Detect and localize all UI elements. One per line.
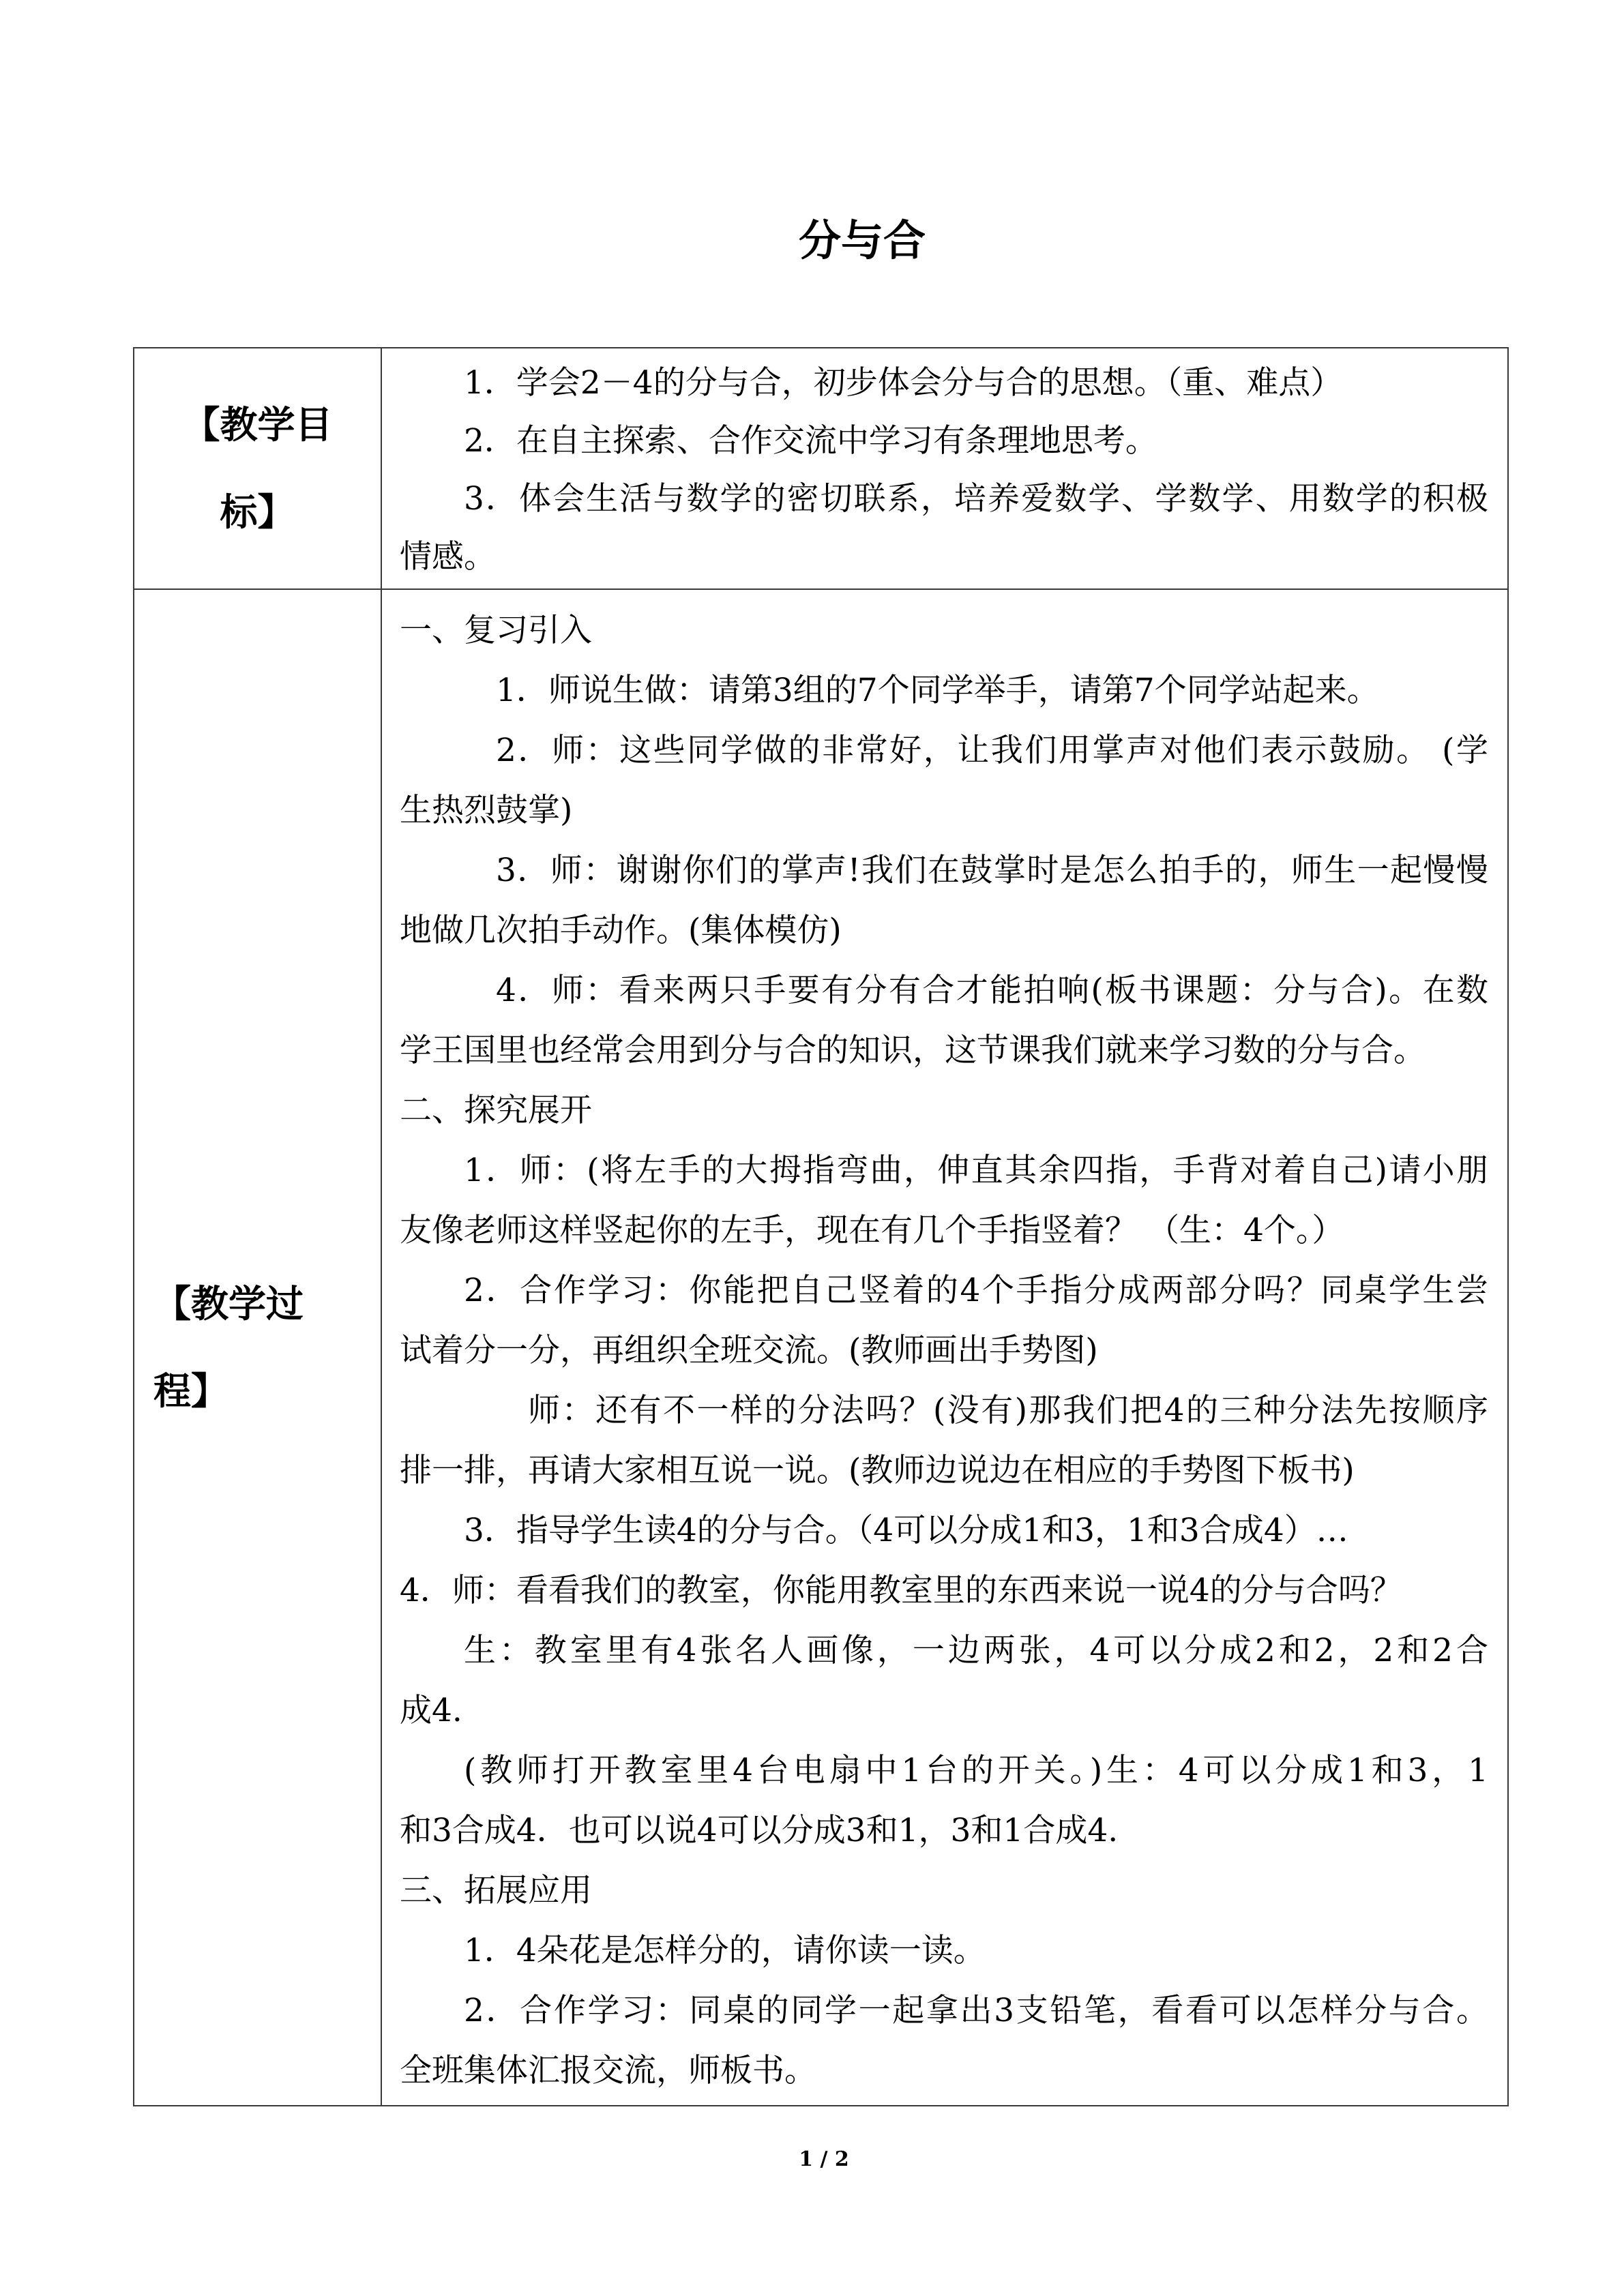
process-line: 成4. [400,1692,462,1729]
lesson-plan-table [133,347,1509,2106]
process-line: 试着分一分，再组织全班交流。(教师画出手势图) [400,1332,1098,1369]
objective-line: 2．在自主探索、合作交流中学习有条理地思考。 [464,422,1157,460]
process-line: 1．师说生做：请第3组的7个同学举手，请第7个同学站起来。 [496,672,1379,709]
objectives-label: 【教学目标】 [182,402,333,534]
process-line: 2．师：这些同学做的非常好，让我们用掌声对他们表示鼓励。 (学 [496,732,1488,769]
page-number: 1 / 2 [799,2147,849,2171]
objectives-content [381,348,1508,589]
page-title: 分与合 [798,215,926,265]
process-line: 生热烈鼓掌) [400,792,573,829]
process-label-cell [134,589,381,2106]
objective-line: 情感。 [400,538,496,576]
process-content [381,589,1508,2106]
process-line: 生：教室里有4张名人画像，一边两张，4可以分成2和2，2和2合 [464,1632,1488,1669]
process-row [134,589,1508,2106]
process-line: 师：还有不一样的分法吗？(没有)那我们把4的三种分法先按顺序 [528,1392,1488,1429]
section-heading: 一、复习引入 [400,612,592,649]
process-line: 学王国里也经常会用到分与合的知识，这节课我们就来学习数的分与合。 [400,1032,1426,1069]
objectives-label-cell [134,348,381,589]
objectives-row [134,348,1508,589]
process-line: 3．师：谢谢你们的掌声!我们在鼓掌时是怎么拍手的，师生一起慢慢 [496,852,1488,889]
process-line: 地做几次拍手动作。(集体模仿) [400,912,842,949]
process-line: 全班集体汇报交流，师板书。 [400,2052,816,2089]
process-line: 排一排，再请大家相互说一说。(教师边说边在相应的手势图下板书) [400,1452,1355,1489]
process-line: 1．师：(将左手的大拇指弯曲，伸直其余四指，手背对着自己)请小朋 [464,1152,1488,1189]
section-heading: 二、探究展开 [400,1092,592,1129]
process-line: 2．合作学习：同桌的同学一起拿出3支铅笔，看看可以怎样分与合。 [464,1992,1488,2029]
process-line: 2．合作学习：你能把自己竖着的4个手指分成两部分吗？同桌学生尝 [464,1272,1488,1309]
process-line: 友像老师这样竖起你的左手，现在有几个手指竖着？ （生：4个。） [400,1212,1344,1249]
section-heading: 三、拓展应用 [400,1872,592,1909]
process-line: 和3合成4．也可以说4可以分成3和1，3和1合成4. [400,1812,1119,1849]
objective-line: 3．体会生活与数学的密切联系，培养爱数学、学数学、用数学的积极 [464,480,1488,518]
process-line: 4．师：看看我们的教室，你能用教室里的东西来说一说4的分与合吗？ [400,1572,1402,1609]
process-line: (教师打开教室里4台电扇中1台的开关。)生：4可以分成1和3，1 [464,1752,1488,1789]
process-line: 3．指导学生读4的分与合。（4可以分成1和3，1和3合成4）… [464,1512,1348,1549]
objective-line: 1．学会2－4的分与合，初步体会分与合的思想。（重、难点） [464,364,1343,402]
process-label: 【教学过程】 [153,1281,304,1413]
process-line: 4．师：看来两只手要有分有合才能拍响(板书课题：分与合)。在数 [496,972,1488,1009]
process-line: 1．4朵花是怎样分的，请你读一读。 [464,1932,986,1969]
